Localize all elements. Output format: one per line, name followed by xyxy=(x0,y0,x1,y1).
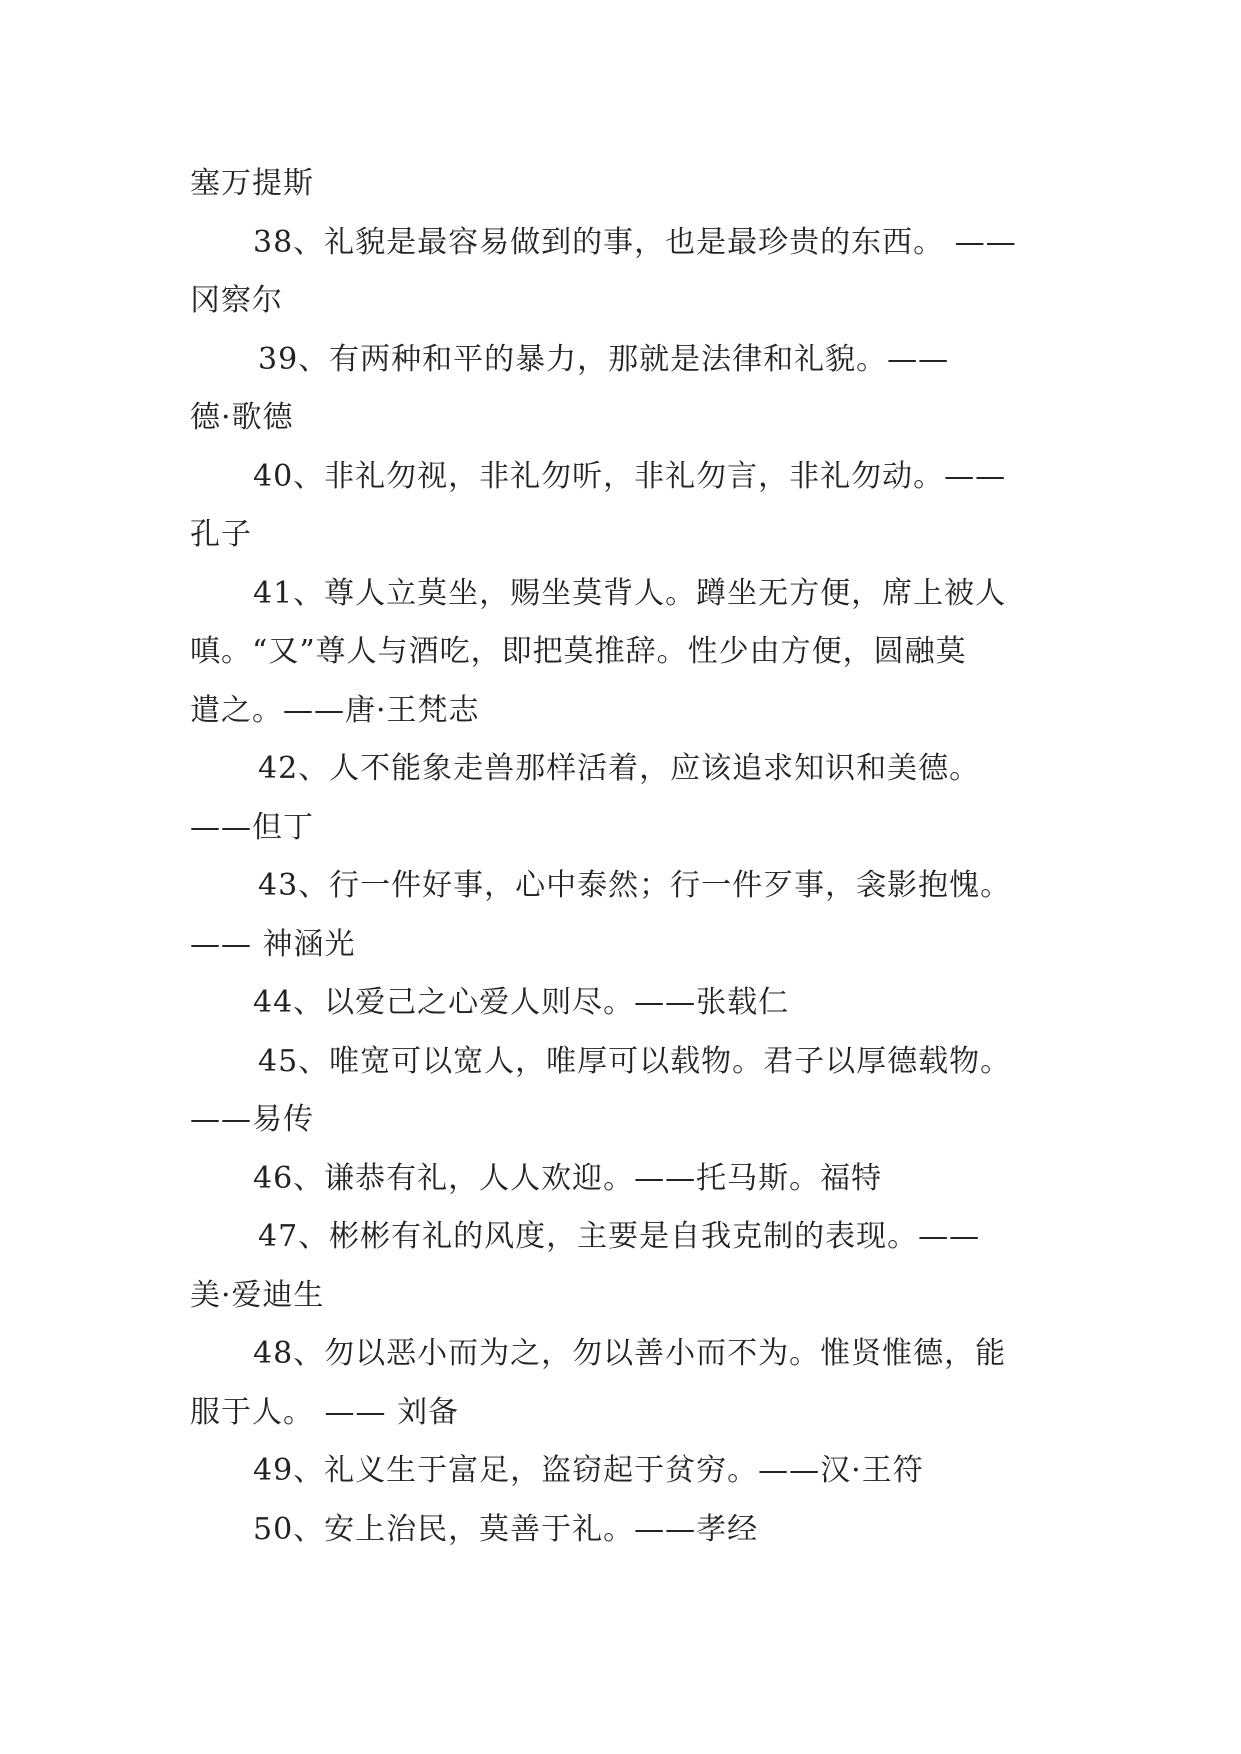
quote-39: 39、有两种和平的暴力，那就是法律和礼貌。—— xyxy=(258,341,950,377)
quote-40: 40、非礼勿视，非礼勿听，非礼勿言，非礼勿动。—— xyxy=(253,458,1007,494)
text-line: ——但丁 xyxy=(190,809,314,845)
text-line: 遣之。——唐·王梵志 xyxy=(190,692,480,728)
quote-list xyxy=(190,155,1050,1559)
text-line: 服于人。 —— 刘备 xyxy=(190,1394,460,1430)
text-line: ——易传 xyxy=(190,1102,314,1137)
quote-47: 47、彬彬有礼的风度，主要是自我克制的表现。—— xyxy=(258,1219,981,1254)
text-line: 孔子 xyxy=(190,517,252,552)
quote-42: 42、人不能象走兽那样活着，应该追求知识和美德。 xyxy=(258,751,981,786)
text-line: 德·歌德 xyxy=(190,400,294,435)
text-line: 冈察尔 xyxy=(190,283,283,318)
text-line: 嗔。“又”尊人与酒吃，即把莫推辞。性少由方便，圆融莫 xyxy=(190,634,967,669)
quote-46: 46、谦恭有礼，人人欢迎。——托马斯。福特 xyxy=(253,1160,883,1196)
quote-41: 41、尊人立莫坐，赐坐莫背人。蹲坐无方便，席上被人 xyxy=(253,575,1007,611)
quote-49: 49、礼义生于富足，盗窃起于贫穷。——汉·王符 xyxy=(253,1453,924,1488)
quote-38: 38、礼貌是最容易做到的事，也是最珍贵的东西。 —— xyxy=(253,224,1017,260)
quote-50: 50、安上治民，莫善于礼。——孝经 xyxy=(253,1511,759,1547)
text-line: 美·爱迪生 xyxy=(190,1277,325,1313)
quote-44: 44、以爱己之心爱人则尽。——张载仁 xyxy=(253,985,790,1020)
text-line: —— 神涵光 xyxy=(190,926,356,962)
quote-45: 45、唯宽可以宽人，唯厚可以载物。君子以厚德载物。 xyxy=(258,1043,1012,1079)
quote-43: 43、行一件好事，心中泰然；行一件歹事，衾影抱愧。 xyxy=(258,868,1012,903)
quote-48: 48、勿以恶小而为之，勿以善小而不为。惟贤惟德，能 xyxy=(253,1336,1007,1371)
text-line: 塞万提斯 xyxy=(190,166,314,201)
